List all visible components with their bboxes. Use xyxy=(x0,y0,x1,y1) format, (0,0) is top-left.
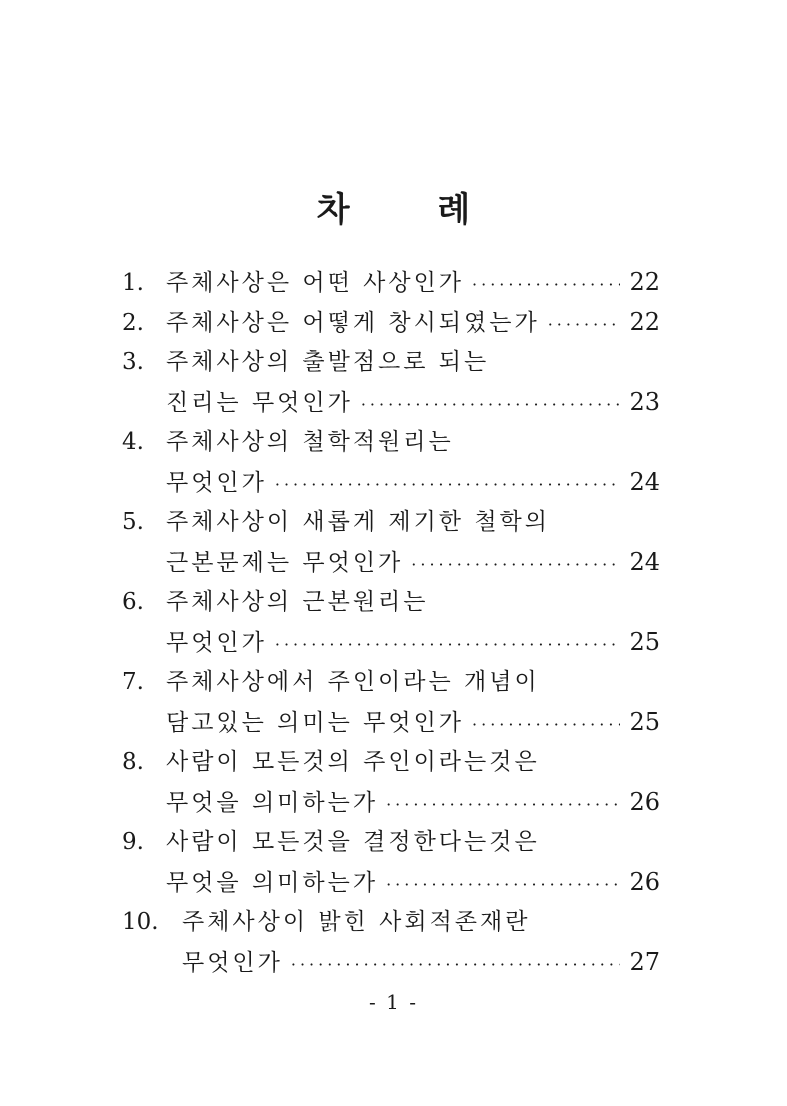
entry-title: 주체사상에서 주인이라는 개념이 xyxy=(166,669,540,695)
toc-entry[interactable] xyxy=(122,662,660,702)
dot-leader xyxy=(411,545,620,585)
entry-page-number: 26 xyxy=(629,868,660,896)
toc-entry[interactable] xyxy=(122,822,660,862)
entry-page-number: 24 xyxy=(629,468,660,496)
entry-title: 주체사상의 출발점으로 되는 xyxy=(166,349,490,375)
dot-leader xyxy=(472,705,620,745)
toc-entry-continued[interactable] xyxy=(122,462,660,502)
entry-page-number: 24 xyxy=(629,548,660,576)
entry-title: 진리는 무엇인가 xyxy=(166,390,353,416)
dot-leader xyxy=(548,305,620,345)
dot-leader xyxy=(386,865,620,905)
entry-number: 5. xyxy=(122,509,144,535)
toc-entry-continued[interactable] xyxy=(122,542,660,582)
toc-entry[interactable] xyxy=(122,742,660,782)
entry-page-number: 23 xyxy=(629,388,660,416)
entry-number: 8. xyxy=(122,749,144,775)
toc-entry[interactable] xyxy=(122,342,660,382)
toc-entry[interactable] xyxy=(122,902,660,942)
page-title: 차 례 xyxy=(316,190,509,230)
entry-title: 무엇인가 xyxy=(182,950,283,976)
entry-page-number: 26 xyxy=(629,788,660,816)
dot-leader xyxy=(275,625,620,665)
toc-entry[interactable] xyxy=(122,422,660,462)
dot-leader xyxy=(275,465,620,505)
dot-leader xyxy=(386,785,620,825)
toc-entry[interactable] xyxy=(122,262,660,302)
toc-entry-continued[interactable] xyxy=(122,702,660,742)
toc-entry[interactable] xyxy=(122,302,660,342)
entry-number: 1. xyxy=(122,270,144,296)
entry-title: 무엇인가 xyxy=(166,470,267,496)
entry-title: 근본문제는 무엇인가 xyxy=(166,550,404,576)
entry-title: 사람이 모든것의 주인이라는것은 xyxy=(166,749,540,775)
page-number-footer: - 1 - xyxy=(369,990,418,1014)
entry-number: 3. xyxy=(122,349,144,375)
toc-entry-continued[interactable] xyxy=(122,942,660,982)
entry-title: 무엇인가 xyxy=(166,630,267,656)
entry-title: 주체사상은 어떤 사상인가 xyxy=(166,270,465,296)
toc-entry[interactable] xyxy=(122,582,660,622)
entry-title: 무엇을 의미하는가 xyxy=(166,870,379,896)
entry-title: 주체사상은 어떻게 창시되였는가 xyxy=(166,310,540,336)
table-of-contents xyxy=(122,262,660,982)
dot-leader xyxy=(472,265,620,305)
entry-page-number: 27 xyxy=(629,948,660,976)
dot-leader xyxy=(291,945,620,985)
toc-entry[interactable] xyxy=(122,502,660,542)
dot-leader xyxy=(361,385,620,425)
entry-title: 담고있는 의미는 무엇인가 xyxy=(166,710,465,736)
entry-number: 6. xyxy=(122,589,144,615)
toc-entry-continued[interactable] xyxy=(122,862,660,902)
entry-number: 9. xyxy=(122,829,144,855)
entry-title: 주체사상의 근본원리는 xyxy=(166,589,429,615)
entry-number: 7. xyxy=(122,669,144,695)
entry-number: 2. xyxy=(122,310,144,336)
entry-number: 10. xyxy=(122,909,159,935)
entry-page-number: 22 xyxy=(629,308,660,336)
entry-title: 무엇을 의미하는가 xyxy=(166,790,379,816)
entry-page-number: 22 xyxy=(629,268,660,296)
entry-title: 주체사상이 밝힌 사회적존재란 xyxy=(182,909,531,935)
entry-page-number: 25 xyxy=(629,628,660,656)
toc-entry-continued[interactable] xyxy=(122,782,660,822)
toc-entry-continued[interactable] xyxy=(122,622,660,662)
entry-title: 주체사상이 새롭게 제기한 철학의 xyxy=(166,509,550,535)
entry-title: 사람이 모든것을 결정한다는것은 xyxy=(166,829,540,855)
entry-page-number: 25 xyxy=(629,708,660,736)
entry-number: 4. xyxy=(122,429,144,455)
entry-title: 주체사상의 철학적원리는 xyxy=(166,429,454,455)
toc-entry-continued[interactable] xyxy=(122,382,660,422)
